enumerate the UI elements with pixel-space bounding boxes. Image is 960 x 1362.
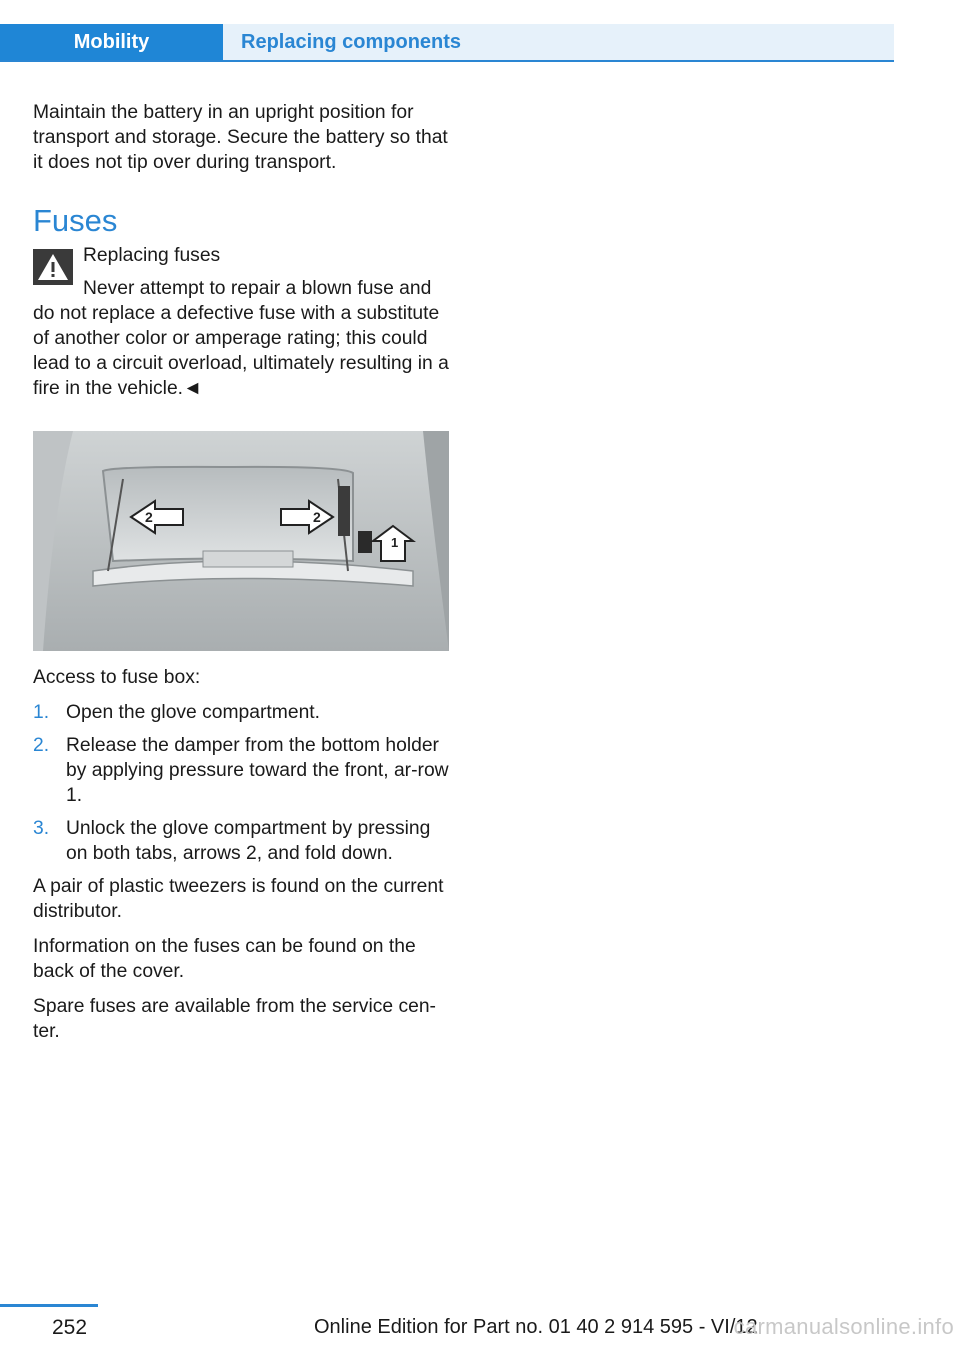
spare-fuses-paragraph: Spare fuses are available from the service cen-ter. [33,996,436,1042]
list-item [33,700,449,725]
section-title: Fuses [33,203,118,238]
step-text: Open the glove compartment. [66,702,321,723]
fuse-info-paragraph: Information on the fuses can be found on the back of the cover. [33,936,416,982]
steps-list [33,700,449,866]
list-item [33,733,449,808]
warning-text: Never attempt to repair a blown fuse and do not replace a defective fuse with a substitute of another color or amperage rating; this could lead to a circuit overload, ultimately resulting in a fire in the vehicle.◄ [33,278,449,399]
page-number: 252 [52,1316,88,1339]
header-divider [0,60,894,62]
warning-triangle-icon [33,249,73,285]
step-text: Release the damper from the bottom holder by applying pressure toward the front, ar-row 1. [66,735,449,806]
list-item [33,816,449,866]
warning-title: Replacing fuses [83,245,221,266]
warning-block [33,243,449,401]
intro-paragraph: Maintain the battery in an upright position for transport and storage. Secure the battery so that it does not tip over during transport. [33,102,448,173]
header-bar [0,24,894,62]
watermark-logo: carmanualsonline.info [733,1314,954,1339]
arrow-label-right: 2 [313,509,321,525]
step-number: 3. [33,818,50,839]
footer-edition: Online Edition for Part no. 01 40 2 914 595 - VI/12 [314,1316,758,1338]
tweezers-paragraph: A pair of plastic tweezers is found on the current distributor. [33,876,444,922]
arrow-label-left: 2 [145,509,153,525]
step-number: 2. [33,735,50,756]
access-label: Access to fuse box: [33,667,201,688]
tab-replacing-components[interactable]: Replacing components [223,24,894,60]
page-content [33,100,449,1054]
footer-divider [0,1304,98,1307]
tab-mobility[interactable]: Mobility [0,24,223,60]
arrow-label-bottom: 1 [391,535,399,550]
glove-compartment-photo [33,431,449,651]
step-number: 1. [33,702,50,723]
step-text: Unlock the glove compartment by pressing on both tabs, arrows 2, and fold down. [66,818,431,864]
